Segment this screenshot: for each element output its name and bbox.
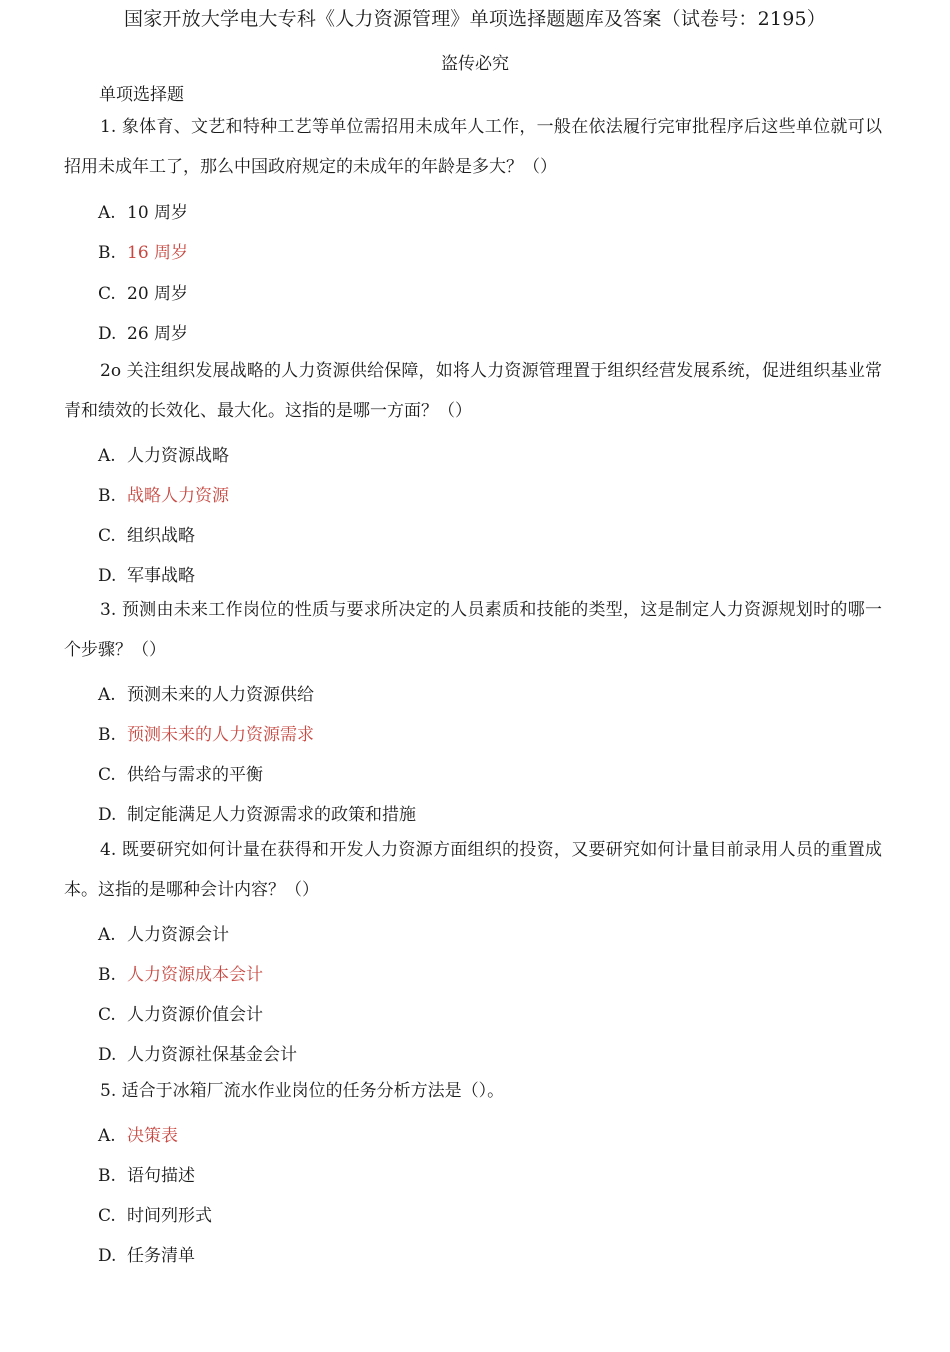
option-2b: B. 战略人力资源: [98, 486, 229, 506]
option-5c: C. 时间列形式: [98, 1206, 212, 1226]
option-3b: B. 预测未来的人力资源需求: [98, 725, 314, 745]
option-3d: D. 制定能满足人力资源需求的政策和措施: [98, 805, 416, 825]
option-4a: A. 人力资源会计: [98, 925, 229, 945]
option-3c: C. 供给与需求的平衡: [98, 765, 263, 785]
question-4: 4. 既要研究如何计量在获得和开发人力资源方面组织的投资，又要研究如何计量目前录用人员的重置成本。这指的是哪种会计内容？（）: [64, 840, 882, 900]
document-title: 国家开放大学电大专科《人力资源管理》单项选择题题库及答案（试卷号：2195）: [124, 8, 826, 30]
option-1b: B. 16 周岁: [98, 243, 189, 263]
option-1c: C. 20 周岁: [98, 284, 189, 304]
question-1: 1. 象体育、文艺和特种工艺等单位需招用未成年人工作，一般在依法履行完审批程序后这些单位就可以招用未成年工了，那么中国政府规定的未成年的年龄是多大？（）: [64, 117, 882, 177]
option-2d: D. 军事战略: [98, 566, 195, 586]
option-5a: A. 决策表: [98, 1126, 178, 1146]
document-subtitle: 盗传必究: [441, 54, 509, 74]
section-heading: 单项选择题: [99, 85, 184, 105]
option-2a: A. 人力资源战略: [98, 446, 229, 466]
option-5b: B. 语句描述: [98, 1166, 195, 1186]
option-3a: A. 预测未来的人力资源供给: [98, 685, 314, 705]
option-5d: D. 任务清单: [98, 1246, 195, 1266]
option-2c: C. 组织战略: [98, 526, 195, 546]
question-3: 3. 预测由未来工作岗位的性质与要求所决定的人员素质和技能的类型，这是制定人力资源规划时的哪一个步骤？（）: [64, 600, 882, 660]
option-4d: D. 人力资源社保基金会计: [98, 1045, 297, 1065]
question-5: 5. 适合于冰箱厂流水作业岗位的任务分析方法是（）。: [100, 1081, 505, 1101]
option-1d: D. 26 周岁: [98, 324, 189, 344]
option-4b: B. 人力资源成本会计: [98, 965, 263, 985]
option-4c: C. 人力资源价值会计: [98, 1005, 263, 1025]
question-2: 2o 关注组织发展战略的人力资源供给保障，如将人力资源管理置于组织经营发展系统，促进组织基业常青和绩效的长效化、最大化。这指的是哪一方面？（）: [64, 361, 882, 421]
option-1a: A. 10 周岁: [98, 203, 189, 223]
